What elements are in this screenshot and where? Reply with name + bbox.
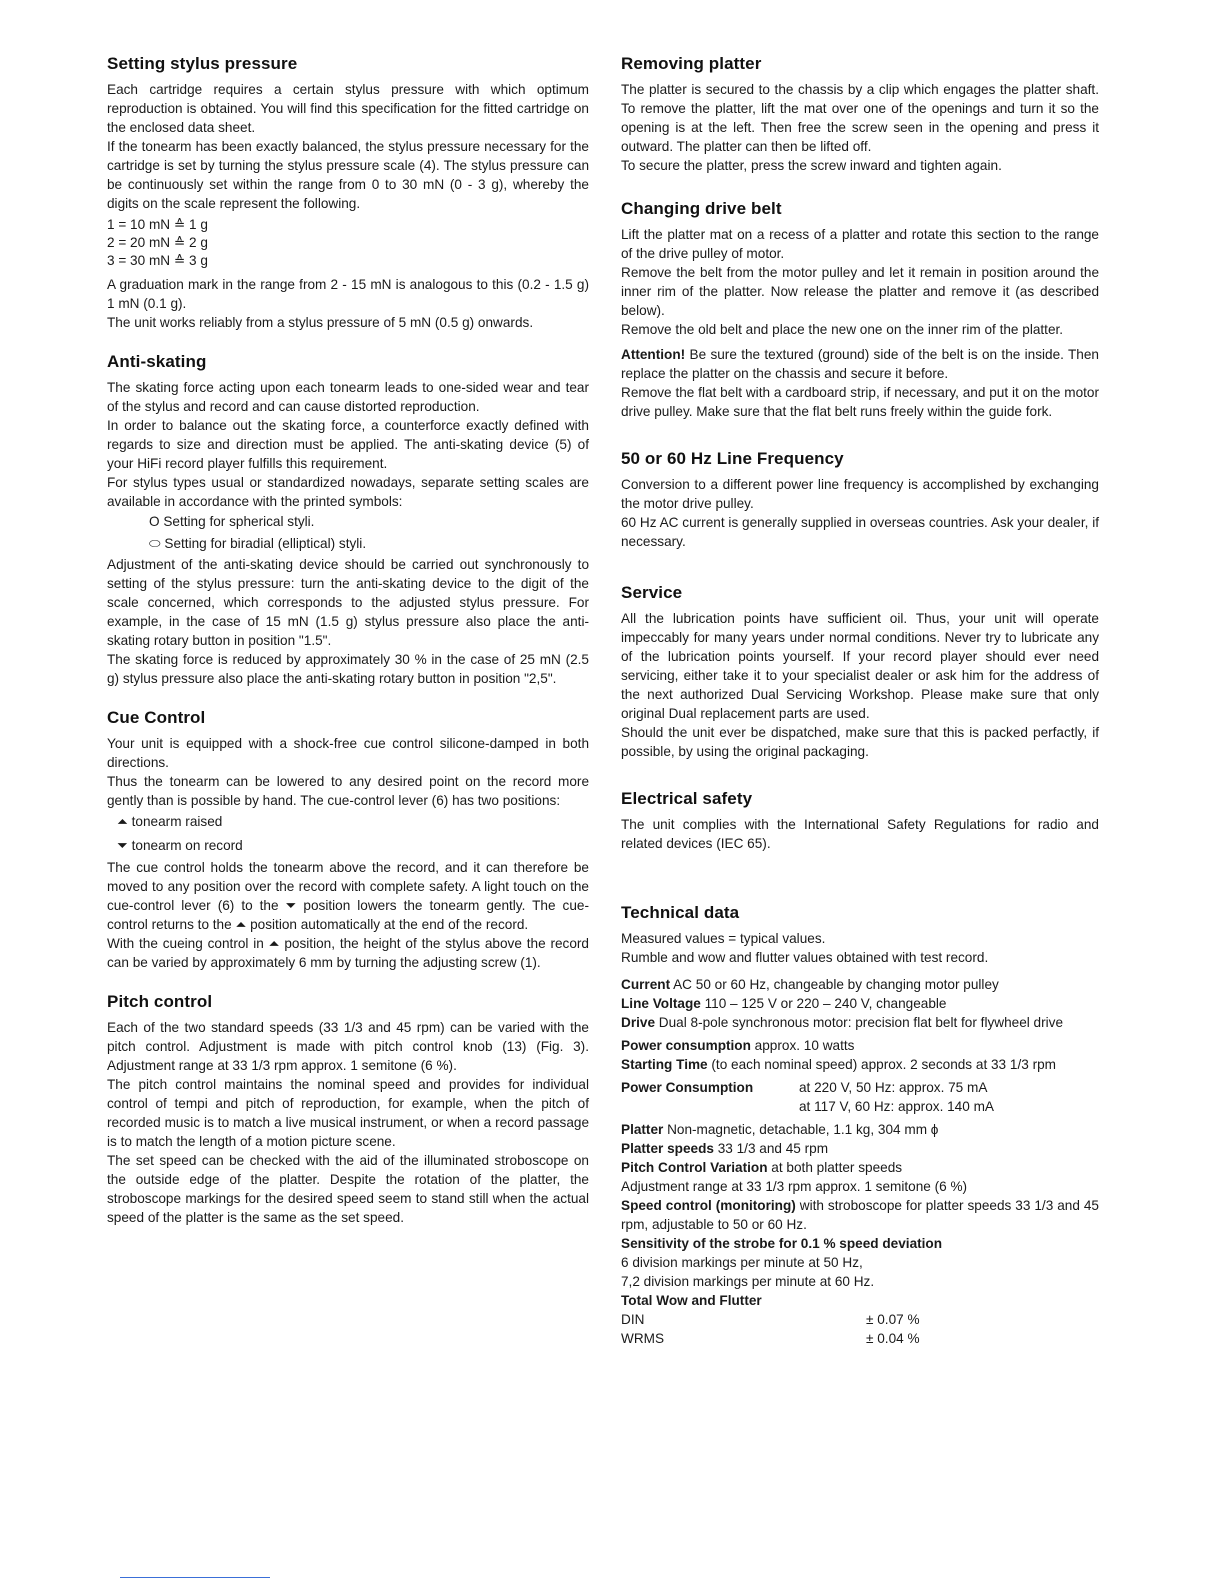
list-item: 3 = 30 mN ≙ 3 g (107, 253, 208, 268)
section-service (621, 583, 1099, 761)
list-item: 2 = 20 mN ≙ 2 g (107, 235, 208, 250)
paragraph: Measured values = typical values. (621, 931, 826, 946)
paragraph: If the tonearm has been exactly balanced, the stylus pressure necessary for the cartridge is set by turning the stylus pressure scale (4). The stylus pressure can be continuously set within the range from 0 to 30 mN (0 - 3 g), whereby the digits on the scale represent the following. (107, 139, 589, 211)
section-line-frequency (621, 449, 1099, 551)
paragraph: Thus the tonearm can be lowered to any desired point on the record more gently than is possible by hand. The cue-control lever (6) has two positions: (107, 774, 589, 808)
paragraph: Remove the belt from the motor pulley and let it remain in position around the inner rim of the platter. Now release the platter and remove it (as described below). (621, 265, 1099, 318)
paragraph: Your unit is equipped with a shock-free cue control silicone-damped in both directions. (107, 736, 589, 770)
paragraph: Remove the flat belt with a cardboard strip, if necessary, and put it on the motor drive pulley. Make sure that the flat belt runs freely within the guide fork. (621, 385, 1099, 419)
pressure-list (107, 216, 589, 270)
paragraph: Conversion to a different power line frequency is accomplished by exchanging the motor drive pulley. (621, 477, 1099, 511)
left-column (107, 54, 589, 1249)
section-anti-skating (107, 352, 589, 688)
paragraph: Lift the platter mat on a recess of a platter and rotate this section to the range of the drive pulley of motor. (621, 227, 1099, 261)
paragraph: Each of the two standard speeds (33 1/3 and 45 rpm) can be varied with the pitch control. Adjustment is made with pitch control knob (13) (Fig. 3). Adjustment range at 33 1/3 rpm approx. 1 semitone (6 %). (107, 1020, 589, 1073)
paragraph: Remove the old belt and place the new one on the inner rim of the platter. (621, 322, 1064, 337)
heading-drive-belt: Changing drive belt (621, 199, 782, 218)
footer-divider (120, 1577, 270, 1578)
paragraph (621, 345, 1099, 383)
heading-line-frequency: 50 or 60 Hz Line Frequency (621, 449, 844, 468)
section-cue-control (107, 708, 589, 972)
paragraph: The cue control holds the tonearm above the record, and it can therefore be moved to any position over the record with complete safety. A light touch on the cue-control lever (6) to the ⏷ position lowers the tonearm gently. The cue-control returns to the ⏶ position automatically at the end of the record. (107, 860, 589, 932)
spec-platter-speeds: Platter speeds 33 1/3 and 45 rpm (621, 1141, 829, 1156)
section-pitch-control (107, 992, 589, 1227)
list-item: 1 = 10 mN ≙ 1 g (107, 217, 208, 232)
heading-pitch-control: Pitch control (107, 992, 213, 1011)
paragraph: The skating force acting upon each tonearm leads to one-sided wear and tear of the stylus and record and can cause distorted reproduction. (107, 380, 589, 414)
section-removing-platter (621, 54, 1099, 175)
heading-service: Service (621, 583, 683, 602)
spec-sensitivity-50: 6 division markings per minute at 50 Hz, (621, 1255, 863, 1270)
attention-label: Attention! (621, 347, 686, 362)
heading-removing-platter: Removing platter (621, 54, 762, 73)
spec-pitch-variation: Pitch Control Variation at both platter speeds (621, 1160, 903, 1175)
paragraph: Should the unit ever be dispatched, make sure that this is packed perfactly, if possible, by using the original packaging. (621, 725, 1099, 759)
heading-technical-data: Technical data (621, 903, 740, 922)
spec-power-consumption-ma: Power Consumption at 220 V, 50 Hz: approx. 75 mA (621, 1080, 988, 1095)
spec-line-voltage: Line Voltage 110 – 125 V or 220 – 240 V, changeable (621, 996, 947, 1011)
symbol-spherical: O Setting for spherical styli. (149, 514, 315, 529)
paragraph: The platter is secured to the chassis by a clip which engages the platter shaft. To remove the platter, lift the mat over one of the openings and turn it so the opening is at the left. Then free the screw seen in the opening and press it outward. The platter can then be lifted off. (621, 82, 1099, 154)
paragraph: Each cartridge requires a certain stylus pressure with which optimum reproduction is obtained. You will find this specification for the fitted cartridge on the enclosed data sheet. (107, 82, 589, 135)
heading-cue-control: Cue Control (107, 708, 206, 727)
section-drive-belt (621, 199, 1099, 421)
spec-din: DIN ± 0.07 % (621, 1312, 920, 1327)
paragraph: For stylus types usual or standardized nowadays, separate setting scales are available in accordance with the printed symbols: (107, 475, 589, 509)
paragraph: Rumble and wow and flutter values obtained with test record. (621, 950, 989, 965)
section-electrical-safety (621, 789, 1099, 853)
paragraph: With the cueing control in ⏶ position, the height of the stylus above the record can be varied by approximately 6 mm by turning the adjusting screw (1). (107, 936, 589, 970)
paragraph: The skating force is reduced by approximately 30 % in the case of 25 mN (2.5 g) stylus pressure also place the anti-skating rotary button in position "2,5". (107, 652, 589, 686)
spec-power-consumption-ma-2: at 117 V, 60 Hz: approx. 140 mA (799, 1099, 994, 1114)
paragraph: The pitch control maintains the nominal speed and provides for individual control of tempi and pitch of reproduction, for example, when the pitch of recorded music is to match a live musical instrument, or when a record passage is to match the length of a motion picture scene. (107, 1077, 589, 1149)
paragraph: 60 Hz AC current is generally supplied in overseas countries. Ask your dealer, if necessary. (621, 515, 1099, 549)
paragraph: A graduation mark in the range from 2 - 15 mN is analogous to this (0.2 - 1.5 g) 1 mN (0.1 g). (107, 277, 589, 311)
paragraph: The unit works reliably from a stylus pressure of 5 mN (0.5 g) onwards. (107, 315, 534, 330)
cue-raised: ⏶ tonearm raised (117, 814, 223, 829)
heading-anti-skating: Anti-skating (107, 352, 207, 371)
paragraph: The unit complies with the International Safety Regulations for radio and related devices (IEC 65). (621, 817, 1099, 851)
paragraph: Adjustment of the anti-skating device should be carried out synchronously to setting of the stylus pressure: turn the anti-skating device to the digit of the scale concerned, which corresponds to the adjusted stylus pressure. For example, in the case of 15 mN (1.5 g) stylus pressure also place the anti-skating rotary button in position "1.5". (107, 557, 589, 648)
paragraph: To secure the platter, press the screw inward and tighten again. (621, 158, 1002, 173)
spec-speed-control: Speed control (monitoring) with stroboscope for platter speeds 33 1/3 and 45 rpm, adjustable to 50 or 60 Hz. (621, 1198, 1099, 1232)
heading-electrical-safety: Electrical safety (621, 789, 753, 808)
spec-starting-time: Starting Time (to each nominal speed) approx. 2 seconds at 33 1/3 rpm (621, 1057, 1056, 1072)
spec-wrms: WRMS ± 0.04 % (621, 1331, 920, 1346)
spec-platter: Platter Non-magnetic, detachable, 1.1 kg, 304 mm ϕ (621, 1122, 939, 1137)
right-column (621, 54, 1099, 1370)
spec-current: Current AC 50 or 60 Hz, changeable by changing motor pulley (621, 977, 999, 992)
heading-stylus-pressure: Setting stylus pressure (107, 54, 298, 73)
spec-pitch-range: Adjustment range at 33 1/3 rpm approx. 1 semitone (6 %) (621, 1179, 968, 1194)
spec-drive: Drive Dual 8-pole synchronous motor: precision flat belt for flywheel drive (621, 1015, 1064, 1030)
paragraph: In order to balance out the skating force, a counterforce exactly defined with regards to size and direction must be applied. The anti-skating device (5) of your HiFi record player fulfills this requirement. (107, 418, 589, 471)
spec-total-wow: Total Wow and Flutter (621, 1293, 762, 1308)
spec-sensitivity: Sensitivity of the strobe for 0.1 % speed deviation (621, 1236, 943, 1251)
section-stylus-pressure (107, 54, 589, 332)
spec-sensitivity-60: 7,2 division markings per minute at 60 Hz. (621, 1274, 875, 1289)
symbol-elliptical: ⬭ Setting for biradial (elliptical) styli. (149, 536, 367, 551)
cue-on-record: ⏷ tonearm on record (117, 838, 243, 853)
section-technical-data (621, 903, 1099, 1348)
attention-text: Be sure the textured (ground) side of the belt is on the inside. Then replace the platter on the chassis and secure it before. (621, 347, 1099, 381)
paragraph: All the lubrication points have sufficient oil. Thus, your unit will operate impeccably for many years under normal conditions. Never try to lubricate any of the lubrication points yourself. If your record player should ever need servicing, either take it to your specialist dealer or ask him for the address of the next authorized Dual Servicing Workshop. Please make sure that only original Dual replacement parts are used. (621, 611, 1099, 721)
spec-power-consumption: Power consumption approx. 10 watts (621, 1038, 855, 1053)
paragraph: The set speed can be checked with the aid of the illuminated stroboscope on the outside edge of the platter. Despite the rotation of the platter, the stroboscope markings for the desired speed seem to stand still when the actual speed of the platter is the same as the set speed. (107, 1153, 589, 1225)
